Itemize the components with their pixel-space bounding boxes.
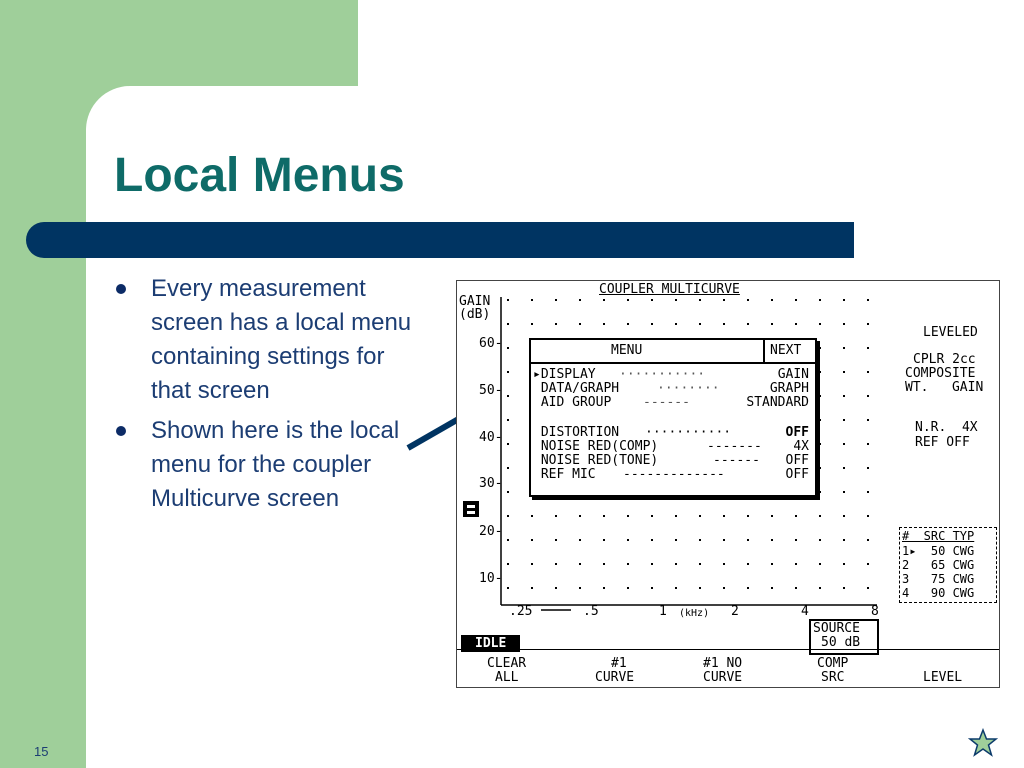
source-table-header: # SRC TYP — [902, 529, 975, 543]
gain-label: GAIN — [459, 294, 491, 309]
softkey-label-bottom: CURVE — [595, 670, 635, 685]
wt-gain-label: WT. GAIN — [905, 380, 984, 395]
composite-label: COMPOSITE — [905, 366, 976, 381]
softkey-label-bottom: ALL — [495, 670, 519, 685]
source-label: SOURCE — [813, 621, 860, 636]
menu-dot-leader: ------ — [713, 453, 760, 468]
source-table-row[interactable]: 2 65 CWG — [902, 558, 975, 572]
menu-item-label: DISTORTION — [533, 425, 620, 440]
menu-item-value: STANDARD — [746, 395, 809, 410]
softkey-label-bottom: CURVE — [703, 670, 743, 685]
menu-item-label: NOISE RED(COMP) — [533, 439, 659, 454]
x-tick: .5 — [583, 604, 599, 619]
menu-item-value: GAIN — [777, 367, 809, 382]
menu-next-label: NEXT — [770, 343, 802, 358]
menu-item-value: OFF — [785, 467, 809, 482]
source-table-row[interactable]: 1▸ 50 CWG — [902, 544, 975, 558]
softkey-label-top: #1 — [611, 656, 627, 671]
noise-reduction-label: N.R. 4X — [915, 420, 978, 435]
screen-title: COUPLER MULTICURVE — [599, 282, 740, 297]
menu-title: MENU — [611, 343, 643, 358]
status-badge: IDLE — [461, 635, 520, 652]
menu-dot-leader: ········ — [657, 381, 720, 396]
menu-next-button[interactable] — [763, 340, 817, 362]
bullet-text: Shown here is the local menu for the coupler Multicurve screen — [151, 417, 400, 512]
menu-item-value: GRAPH — [769, 381, 809, 396]
softkey-label-bottom: LEVEL — [923, 670, 963, 685]
instrument-screenshot — [456, 280, 1000, 688]
menu-item-label: NOISE RED(TONE) — [533, 453, 659, 468]
x-tick: 4 — [801, 604, 809, 619]
softkey-label-top: COMP — [817, 656, 849, 671]
softkey-label-bottom: SRC — [821, 670, 845, 685]
source-table-row[interactable]: 4 90 CWG — [902, 586, 975, 600]
page-number: 15 — [34, 744, 49, 759]
softkey-label-top: #1 NO — [703, 656, 743, 671]
y-tick: 40- — [479, 430, 503, 445]
y-tick: 10- — [479, 571, 503, 586]
menu-dot-leader: ------ — [643, 395, 690, 410]
coupler-label: CPLR 2cc — [913, 352, 976, 367]
menu-item-value: 4X — [793, 439, 809, 454]
menu-item-label: DATA/GRAPH — [533, 381, 620, 396]
ref-label: REF OFF — [915, 435, 970, 450]
slide-title: Local Menus — [114, 149, 405, 202]
x-tick: 2 — [731, 604, 739, 619]
gain-unit: (dB) — [459, 307, 491, 322]
softkey-divider — [457, 649, 999, 650]
menu-dot-leader: ··········· — [619, 367, 706, 382]
source-value: 50 dB — [821, 635, 861, 650]
menu-dot-leader: ------- — [707, 439, 762, 454]
source-table — [899, 527, 997, 603]
menu-item-label: ▸DISPLAY — [533, 367, 596, 382]
softkey-label-top: CLEAR — [487, 656, 527, 671]
star-icon[interactable] — [968, 728, 998, 758]
y-tick: 20- — [479, 524, 503, 539]
x-tick: 8 — [871, 604, 879, 619]
y-tick: 50- — [479, 383, 503, 398]
menu-item-label: AID GROUP — [533, 395, 612, 410]
menu-item-label: REF MIC — [533, 467, 596, 482]
x-tick: 1 — [659, 604, 667, 619]
x-tick: .25 — [509, 604, 533, 619]
leveled-label: LEVELED — [923, 325, 978, 340]
menu-item-value: OFF — [785, 453, 809, 468]
menu-dot-leader: ------------- — [623, 467, 725, 482]
local-menu — [529, 338, 817, 497]
bullet-text: Every measurement screen has a local menu containing settings for that screen — [151, 275, 412, 404]
menu-item-value: OFF — [785, 425, 809, 440]
y-tick: 30- — [479, 476, 503, 491]
y-tick: 60- — [479, 336, 503, 351]
menu-header — [531, 340, 815, 364]
source-table-row[interactable]: 3 75 CWG — [902, 572, 975, 586]
x-axis-unit: (kHz) — [679, 608, 710, 619]
menu-dot-leader: ··········· — [645, 425, 732, 440]
